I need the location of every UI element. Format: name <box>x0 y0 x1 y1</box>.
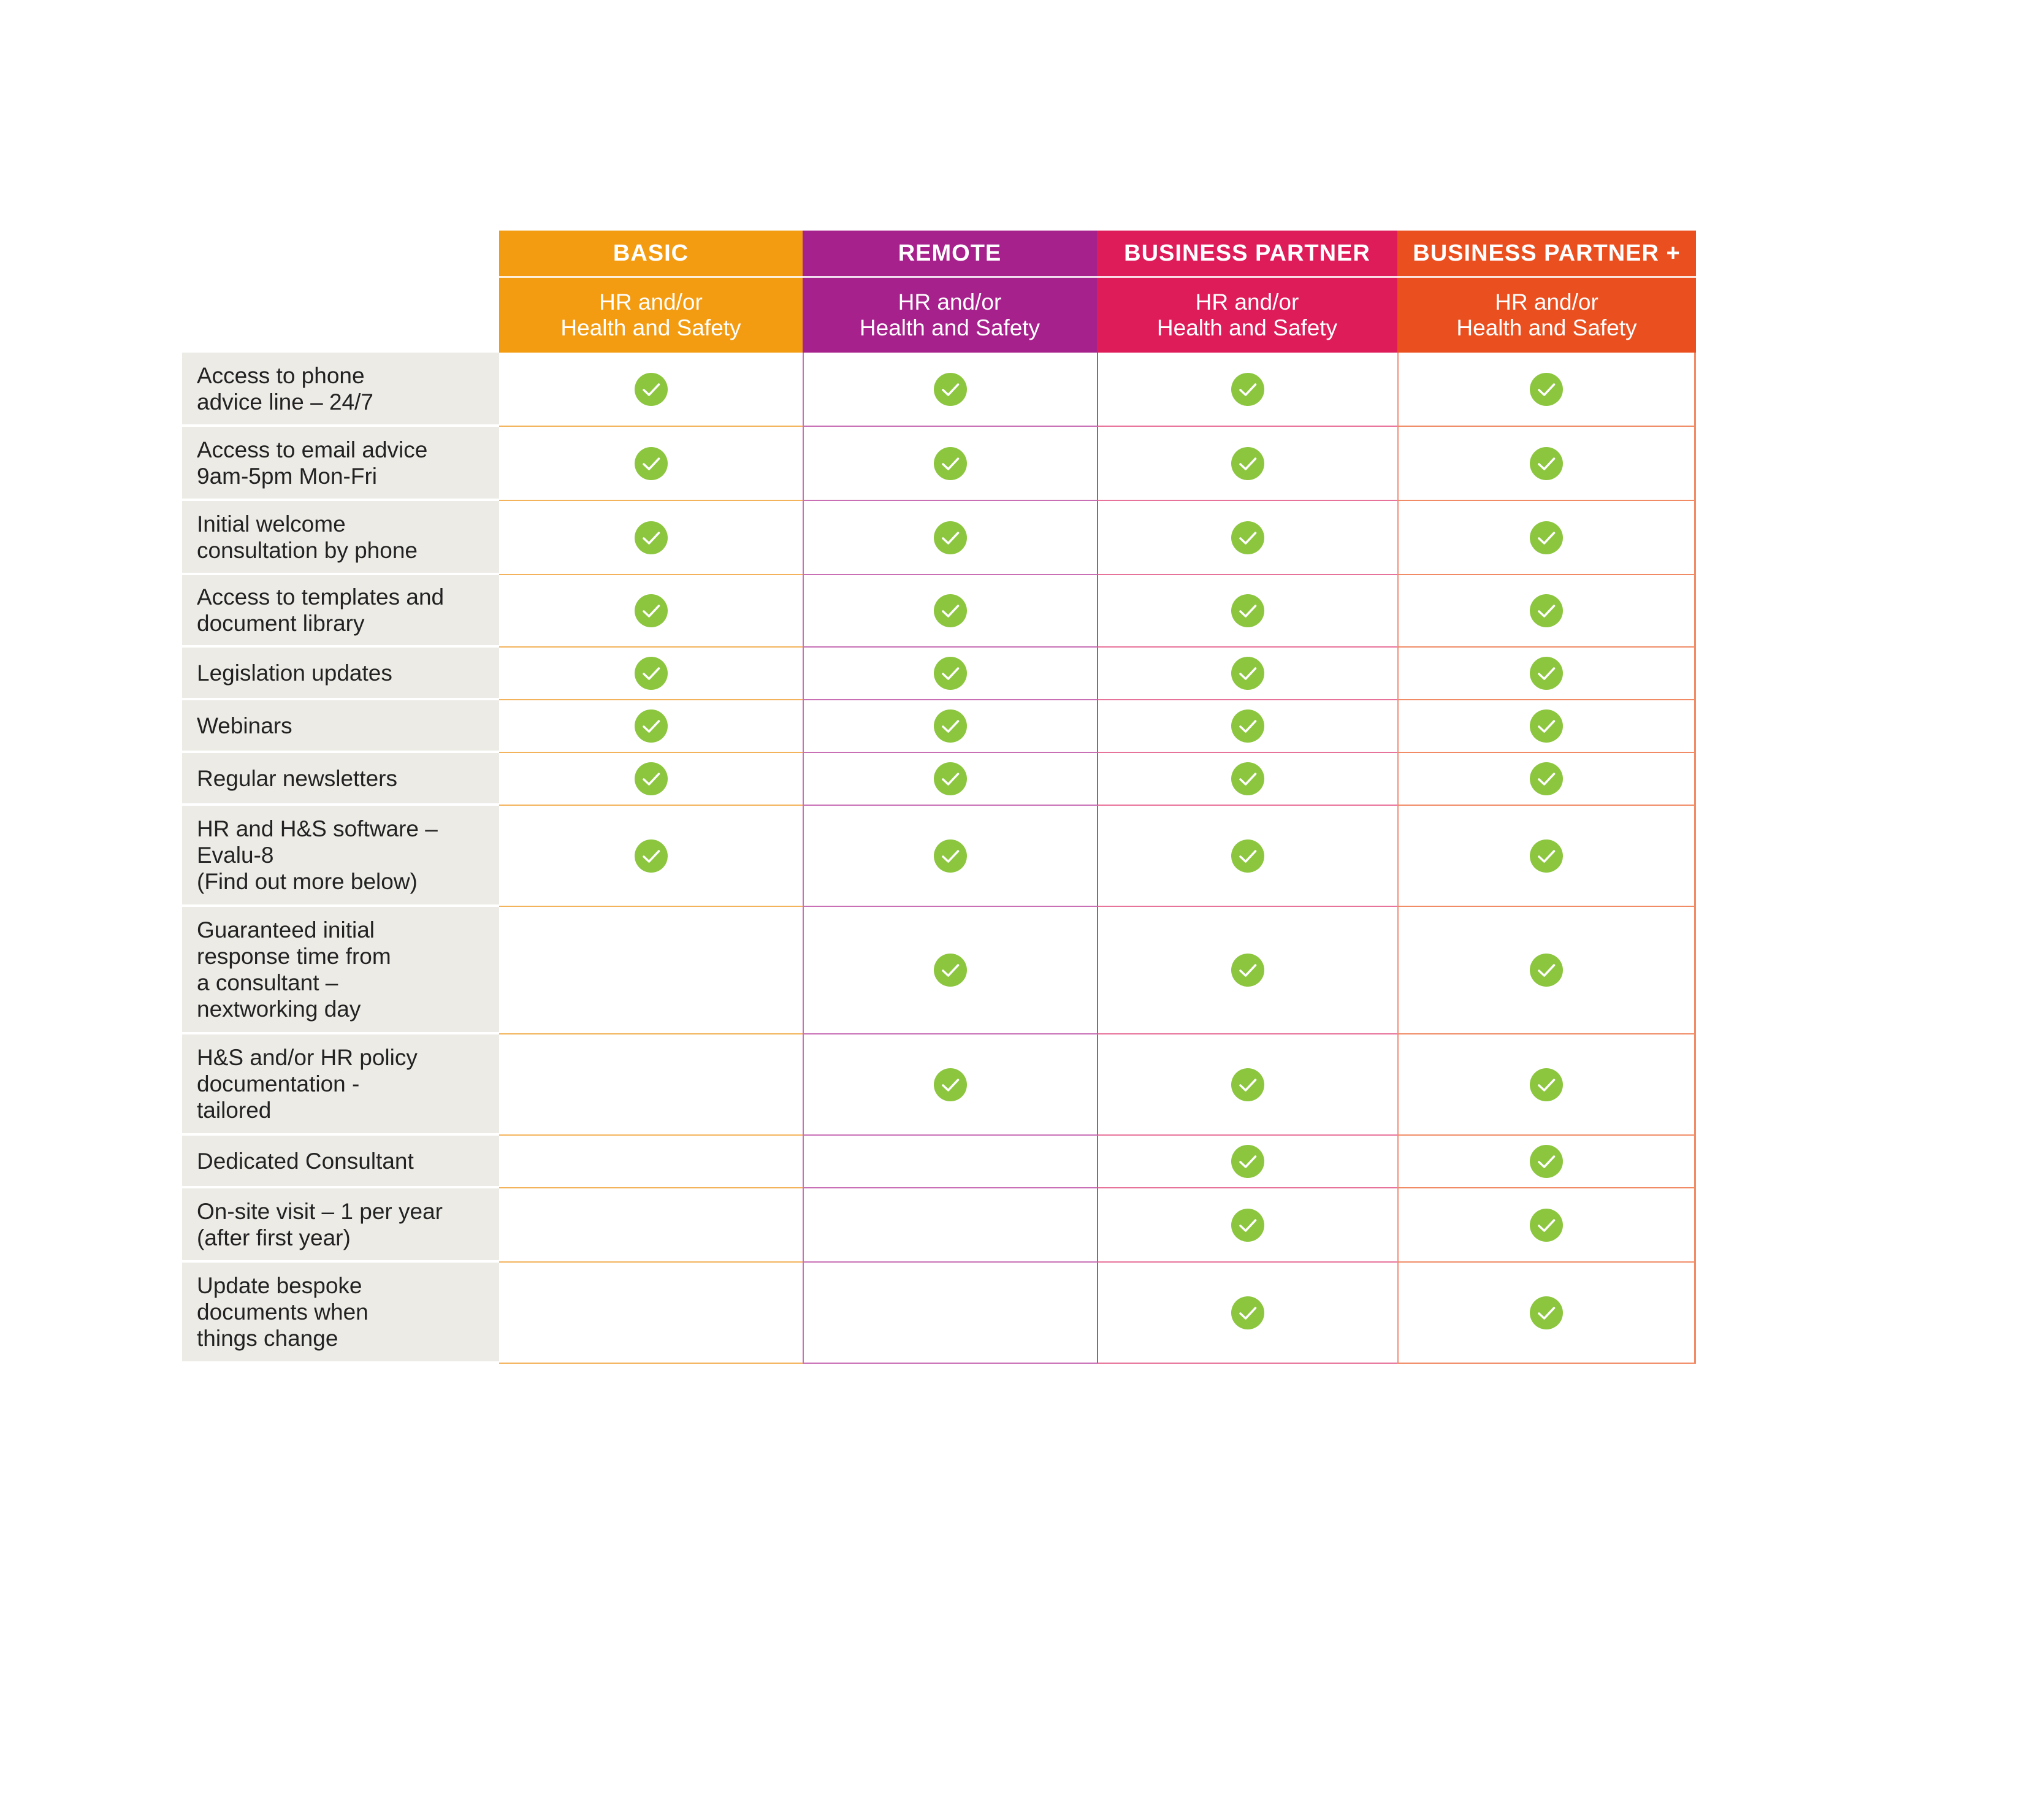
check-circle-icon <box>1231 1145 1264 1178</box>
plan-subtitle-line: HR and/or <box>1195 289 1299 315</box>
plan-subtitle-line: Health and Safety <box>859 315 1041 340</box>
check-circle-icon <box>934 657 967 690</box>
feature-cell <box>1097 700 1397 753</box>
feature-cell <box>1397 575 1696 648</box>
feature-label: On-site visit – 1 per year (after first year) <box>182 1188 499 1263</box>
plan-subtitle-business-partner-plus <box>1397 278 1696 353</box>
check-circle-icon <box>1530 521 1563 554</box>
feature-cell <box>1397 1188 1696 1263</box>
plan-subtitle-line: Health and Safety <box>1456 315 1637 340</box>
feature-cell <box>499 700 803 753</box>
feature-cell <box>803 427 1097 501</box>
plan-subtitle-line: HR and/or <box>1495 289 1598 315</box>
check-circle-icon <box>1530 1209 1563 1242</box>
check-circle-icon <box>635 447 668 480</box>
feature-label: Access to email advice 9am-5pm Mon-Fri <box>182 427 499 501</box>
feature-cell <box>803 575 1097 648</box>
feature-cell <box>1097 427 1397 501</box>
plan-subtitle-business-partner <box>1097 278 1397 353</box>
check-circle-icon <box>1231 839 1264 873</box>
plan-subtitle-line: Health and Safety <box>560 315 741 340</box>
check-circle-icon <box>1530 954 1563 987</box>
check-circle-icon <box>635 657 668 690</box>
feature-cell <box>803 753 1097 806</box>
feature-cell <box>499 501 803 575</box>
check-circle-icon <box>635 521 668 554</box>
plan-subtitle-line: HR and/or <box>599 289 703 315</box>
check-circle-icon <box>1231 709 1264 743</box>
check-circle-icon <box>635 839 668 873</box>
feature-cell <box>1397 501 1696 575</box>
check-circle-icon <box>1231 1209 1264 1242</box>
check-circle-icon <box>934 839 967 873</box>
feature-cell <box>803 806 1097 907</box>
feature-cell <box>1097 648 1397 700</box>
feature-cell <box>1097 353 1397 427</box>
feature-label: Dedicated Consultant <box>182 1136 499 1188</box>
check-circle-icon <box>934 521 967 554</box>
feature-cell <box>499 1034 803 1136</box>
check-circle-icon <box>635 762 668 795</box>
feature-cell <box>803 1136 1097 1188</box>
check-circle-icon <box>1231 1296 1264 1329</box>
check-circle-icon <box>1231 657 1264 690</box>
feature-cell <box>803 907 1097 1034</box>
feature-cell <box>1397 1136 1696 1188</box>
check-circle-icon <box>1231 521 1264 554</box>
check-circle-icon <box>1530 1145 1563 1178</box>
check-circle-icon <box>1231 762 1264 795</box>
feature-cell <box>1097 501 1397 575</box>
check-circle-icon <box>635 594 668 627</box>
plan-title-remote: REMOTE <box>803 231 1097 278</box>
check-circle-icon <box>635 709 668 743</box>
feature-cell <box>499 1263 803 1364</box>
feature-label: Initial welcome consultation by phone <box>182 501 499 575</box>
feature-label: HR and H&S software – Evalu-8 (Find out more below) <box>182 806 499 907</box>
feature-label: Update bespoke documents when things change <box>182 1263 499 1364</box>
plan-subtitle-line: HR and/or <box>898 289 1002 315</box>
feature-cell <box>803 501 1097 575</box>
check-circle-icon <box>1530 1296 1563 1329</box>
feature-cell <box>1397 907 1696 1034</box>
feature-cell <box>1097 1188 1397 1263</box>
plan-title-business-partner-plus: BUSINESS PARTNER + <box>1397 231 1696 278</box>
check-circle-icon <box>1231 594 1264 627</box>
check-circle-icon <box>934 762 967 795</box>
feature-label: H&S and/or HR policy documentation - tailored <box>182 1034 499 1136</box>
feature-cell <box>1397 806 1696 907</box>
feature-cell <box>1397 427 1696 501</box>
feature-cell <box>499 1136 803 1188</box>
check-circle-icon <box>1530 373 1563 406</box>
feature-cell <box>1097 907 1397 1034</box>
check-circle-icon <box>635 373 668 406</box>
comparison-grid <box>182 231 1702 1364</box>
feature-label: Regular newsletters <box>182 753 499 806</box>
feature-cell <box>803 648 1097 700</box>
check-circle-icon <box>1530 657 1563 690</box>
feature-cell <box>1397 1263 1696 1364</box>
feature-label: Guaranteed initial response time from a consultant – nextworking day <box>182 907 499 1034</box>
feature-cell <box>499 575 803 648</box>
plan-title-basic: BASIC <box>499 231 803 278</box>
feature-cell <box>1397 353 1696 427</box>
check-circle-icon <box>1530 594 1563 627</box>
feature-label: Legislation updates <box>182 648 499 700</box>
header-spacer <box>182 231 499 353</box>
plan-subtitle-basic <box>499 278 803 353</box>
check-circle-icon <box>1530 709 1563 743</box>
feature-cell <box>499 753 803 806</box>
check-circle-icon <box>934 709 967 743</box>
check-circle-icon <box>934 1068 967 1101</box>
feature-cell <box>803 353 1097 427</box>
check-circle-icon <box>934 954 967 987</box>
check-circle-icon <box>1231 373 1264 406</box>
feature-cell <box>499 907 803 1034</box>
check-circle-icon <box>934 447 967 480</box>
feature-cell <box>1397 753 1696 806</box>
plan-subtitle-remote <box>803 278 1097 353</box>
feature-label: Access to phone advice line – 24/7 <box>182 353 499 427</box>
check-circle-icon <box>934 373 967 406</box>
check-circle-icon <box>1530 1068 1563 1101</box>
check-circle-icon <box>1231 447 1264 480</box>
feature-label: Webinars <box>182 700 499 753</box>
feature-cell <box>803 1034 1097 1136</box>
feature-cell <box>1097 1263 1397 1364</box>
check-circle-icon <box>1231 954 1264 987</box>
feature-cell <box>1097 753 1397 806</box>
feature-cell <box>499 648 803 700</box>
plan-subtitle-line: Health and Safety <box>1156 315 1338 340</box>
feature-cell <box>499 427 803 501</box>
check-circle-icon <box>934 594 967 627</box>
feature-cell <box>1097 806 1397 907</box>
feature-cell <box>803 1188 1097 1263</box>
feature-cell <box>1097 575 1397 648</box>
check-circle-icon <box>1530 447 1563 480</box>
check-circle-icon <box>1530 839 1563 873</box>
feature-cell <box>499 1188 803 1263</box>
plan-comparison-table <box>182 231 1702 1364</box>
feature-label: Access to templates and document library <box>182 575 499 648</box>
feature-cell <box>1397 648 1696 700</box>
feature-cell <box>803 1263 1097 1364</box>
feature-cell <box>499 806 803 907</box>
feature-cell <box>1397 700 1696 753</box>
feature-cell <box>1097 1136 1397 1188</box>
check-circle-icon <box>1231 1068 1264 1101</box>
feature-cell <box>803 700 1097 753</box>
feature-cell <box>1397 1034 1696 1136</box>
plan-title-business-partner: BUSINESS PARTNER <box>1097 231 1397 278</box>
feature-cell <box>1097 1034 1397 1136</box>
check-circle-icon <box>1530 762 1563 795</box>
feature-cell <box>499 353 803 427</box>
